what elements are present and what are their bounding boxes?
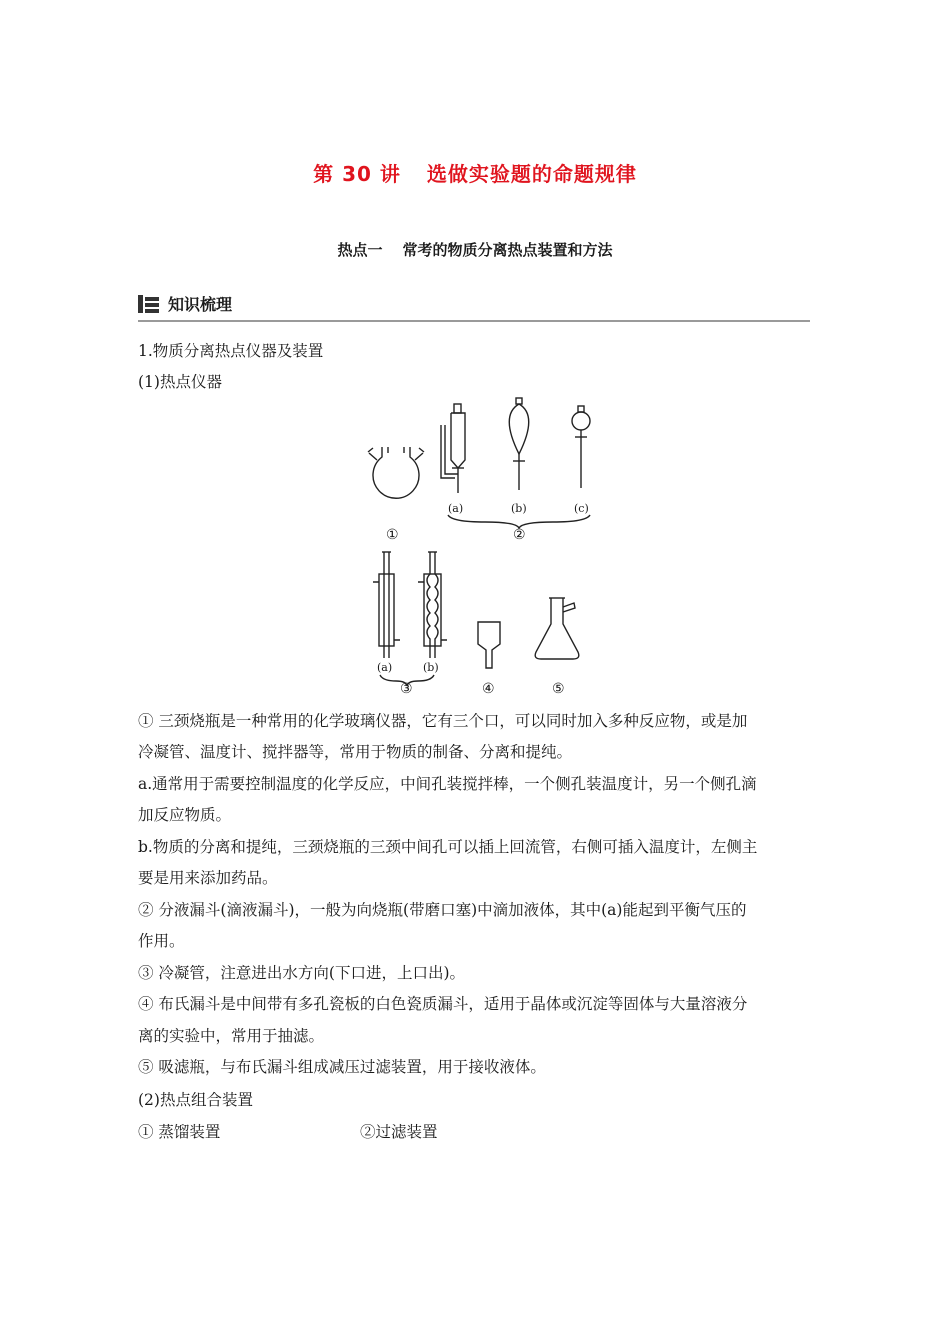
label-2: ② xyxy=(513,527,526,543)
dropping-funnel-a-drawing xyxy=(441,404,465,493)
para-line-1: ① 三颈烧瓶是一种常用的化学玻璃仪器，它有三个口，可以同时加入多种反应物，或是加 xyxy=(138,712,748,730)
section-heading-text: 知识梳理 xyxy=(168,295,233,314)
para-line-5: b.物质的分离和提纯，三颈烧瓶的三颈中间孔可以插上回流管，右侧可插入温度计，左侧主 xyxy=(138,838,758,856)
combo-row xyxy=(138,1120,818,1142)
para-line-12: ⑤ 吸滤瓶，与布氏漏斗组成减压过滤装置，用于接收液体。 xyxy=(138,1058,546,1076)
para-line-7: ② 分液漏斗(滴液漏斗)，一般为向烧瓶(带磨口塞)中滴加液体，其中(a)能起到平衡气压的 xyxy=(138,901,747,919)
item-1-sub-2: (2)热点组合装置 xyxy=(138,1091,253,1109)
condenser-a-drawing xyxy=(373,552,400,658)
combo-filtration: ②过滤装置 xyxy=(360,1123,438,1141)
spherical-funnel-c-drawing xyxy=(572,406,590,488)
condenser-b-drawing xyxy=(418,552,447,658)
para-line-4: 加反应物质。 xyxy=(138,806,232,824)
label-1: ① xyxy=(386,527,399,543)
combo-distillation: ① 蒸馏装置 xyxy=(138,1123,221,1141)
label-2b: (b) xyxy=(511,502,527,515)
lecture-topic: 选做实验题的命题规律 xyxy=(426,162,637,186)
buchner-funnel-drawing xyxy=(478,622,500,668)
label-4: ④ xyxy=(482,681,495,697)
para-line-8: 作用。 xyxy=(138,932,185,950)
para-line-9: ③ 冷凝管，注意进出水方向(下口进，上口出)。 xyxy=(138,964,466,982)
filter-flask-drawing xyxy=(535,598,579,659)
subtitle-label: 热点一 xyxy=(337,241,383,259)
lecture-number: 第 30 讲 xyxy=(313,162,401,186)
para-line-6: 要是用来添加药品。 xyxy=(138,869,278,887)
para-line-2: 冷凝管、温度计、搅拌器等，常用于物质的制备、分离和提纯。 xyxy=(138,743,573,761)
label-3: ③ xyxy=(400,681,413,697)
subtitle-text: 常考的物质分离热点装置和方法 xyxy=(402,241,613,259)
label-2c: (c) xyxy=(574,502,589,515)
label-3a: (a) xyxy=(377,661,393,674)
label-3b: (b) xyxy=(423,661,439,674)
item-1-heading: 1.物质分离热点仪器及装置 xyxy=(138,342,324,360)
para-line-3: a.通常用于需要控制温度的化学反应，中间孔装搅拌棒，一个侧孔装温度计，另一个侧孔滴 xyxy=(138,775,757,793)
label-2a: (a) xyxy=(448,502,464,515)
para-line-10: ④ 布氏漏斗是中间带有多孔瓷板的白色瓷质漏斗，适用于晶体或沉淀等固体与大量溶液分 xyxy=(138,995,748,1013)
separatory-funnel-b-drawing xyxy=(509,398,529,490)
item-1-sub-1: (1)热点仪器 xyxy=(138,373,222,391)
three-neck-flask-drawing xyxy=(368,447,424,498)
para-line-11: 离的实验中，常用于抽滤。 xyxy=(138,1027,325,1045)
label-5: ⑤ xyxy=(552,681,565,697)
